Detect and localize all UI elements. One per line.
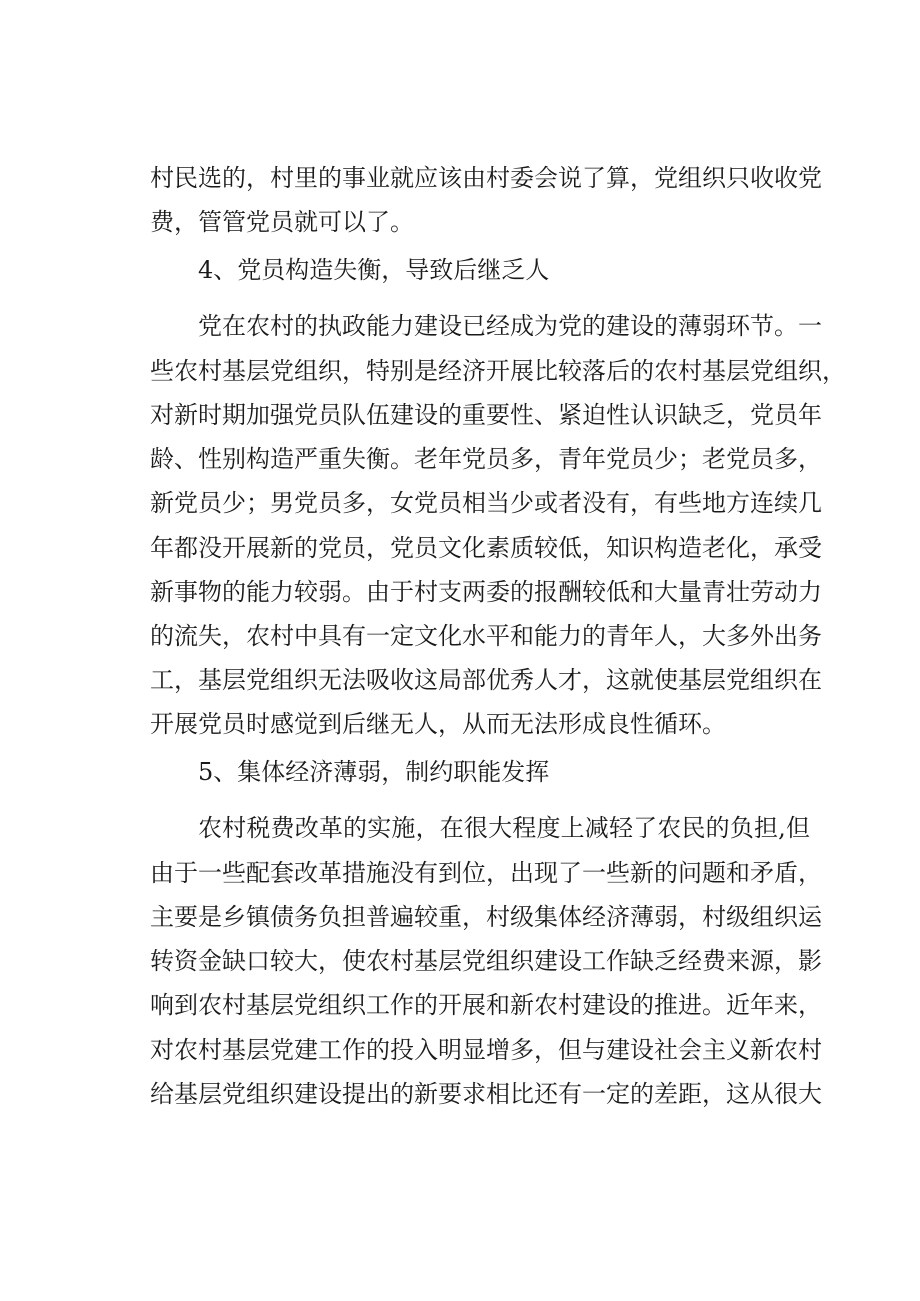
body-text-line: 响到农村基层党组织工作的开展和新农村建设的推进。近年来， [150,991,822,1019]
body-text-line: 主要是乡镇债务负担普遍较重，村级集体经济薄弱，村级组织运 [150,903,822,931]
body-text-line: 转资金缺口较大，使农村基层党组织建设工作缺乏经费来源，影 [150,947,822,975]
body-text-line: 新事物的能力较弱。由于村支两委的报酬较低和大量青壮劳动力 [150,578,822,606]
body-text-line: 些农村基层党组织，特别是经济开展比较落后的农村基层党组织， [150,357,846,385]
body-text-line: 村民选的，村里的事业就应该由村委会说了算，党组织只收收党 [150,164,822,192]
body-text-line: 工，基层党组织无法吸收这局部优秀人才，这就使基层党组织在 [150,666,822,694]
body-text-line: 龄、性别构造严重失衡。老年党员多，青年党员少；老党员多， [150,445,822,473]
body-text-line: 新党员少；男党员多，女党员相当少或者没有，有些地方连续几 [150,489,822,517]
body-text-line: 年都没开展新的党员，党员文化素质较低，知识构造老化，承受 [150,534,822,562]
body-text-line: 由于一些配套改革措施没有到位，出现了一些新的问题和矛盾， [150,859,822,887]
body-text-line: 农村税费改革的实施，在很大程度上减轻了农民的负担,但 [198,814,810,842]
body-text-line: 费，管管党员就可以了。 [150,208,414,236]
section-heading-5: 5、集体经济薄弱，制约职能发挥 [198,758,550,786]
body-text-line: 的流失，农村中具有一定文化水平和能力的青年人，大多外出务 [150,622,822,650]
body-text-line: 开展党员时感觉到后继无人，从而无法形成良性循环。 [150,710,726,738]
body-text-line: 党在农村的执政能力建设已经成为党的建设的薄弱环节。一 [198,312,822,340]
body-text-line: 对农村基层党建工作的投入明显增多，但与建设社会主义新农村 [150,1036,822,1064]
body-text-line: 对新时期加强党员队伍建设的重要性、紧迫性认识缺乏，党员年 [150,401,822,429]
section-heading-4: 4、党员构造失衡，导致后继乏人 [198,256,550,284]
body-text-line: 给基层党组织建设提出的新要求相比还有一定的差距，这从很大 [150,1080,822,1108]
